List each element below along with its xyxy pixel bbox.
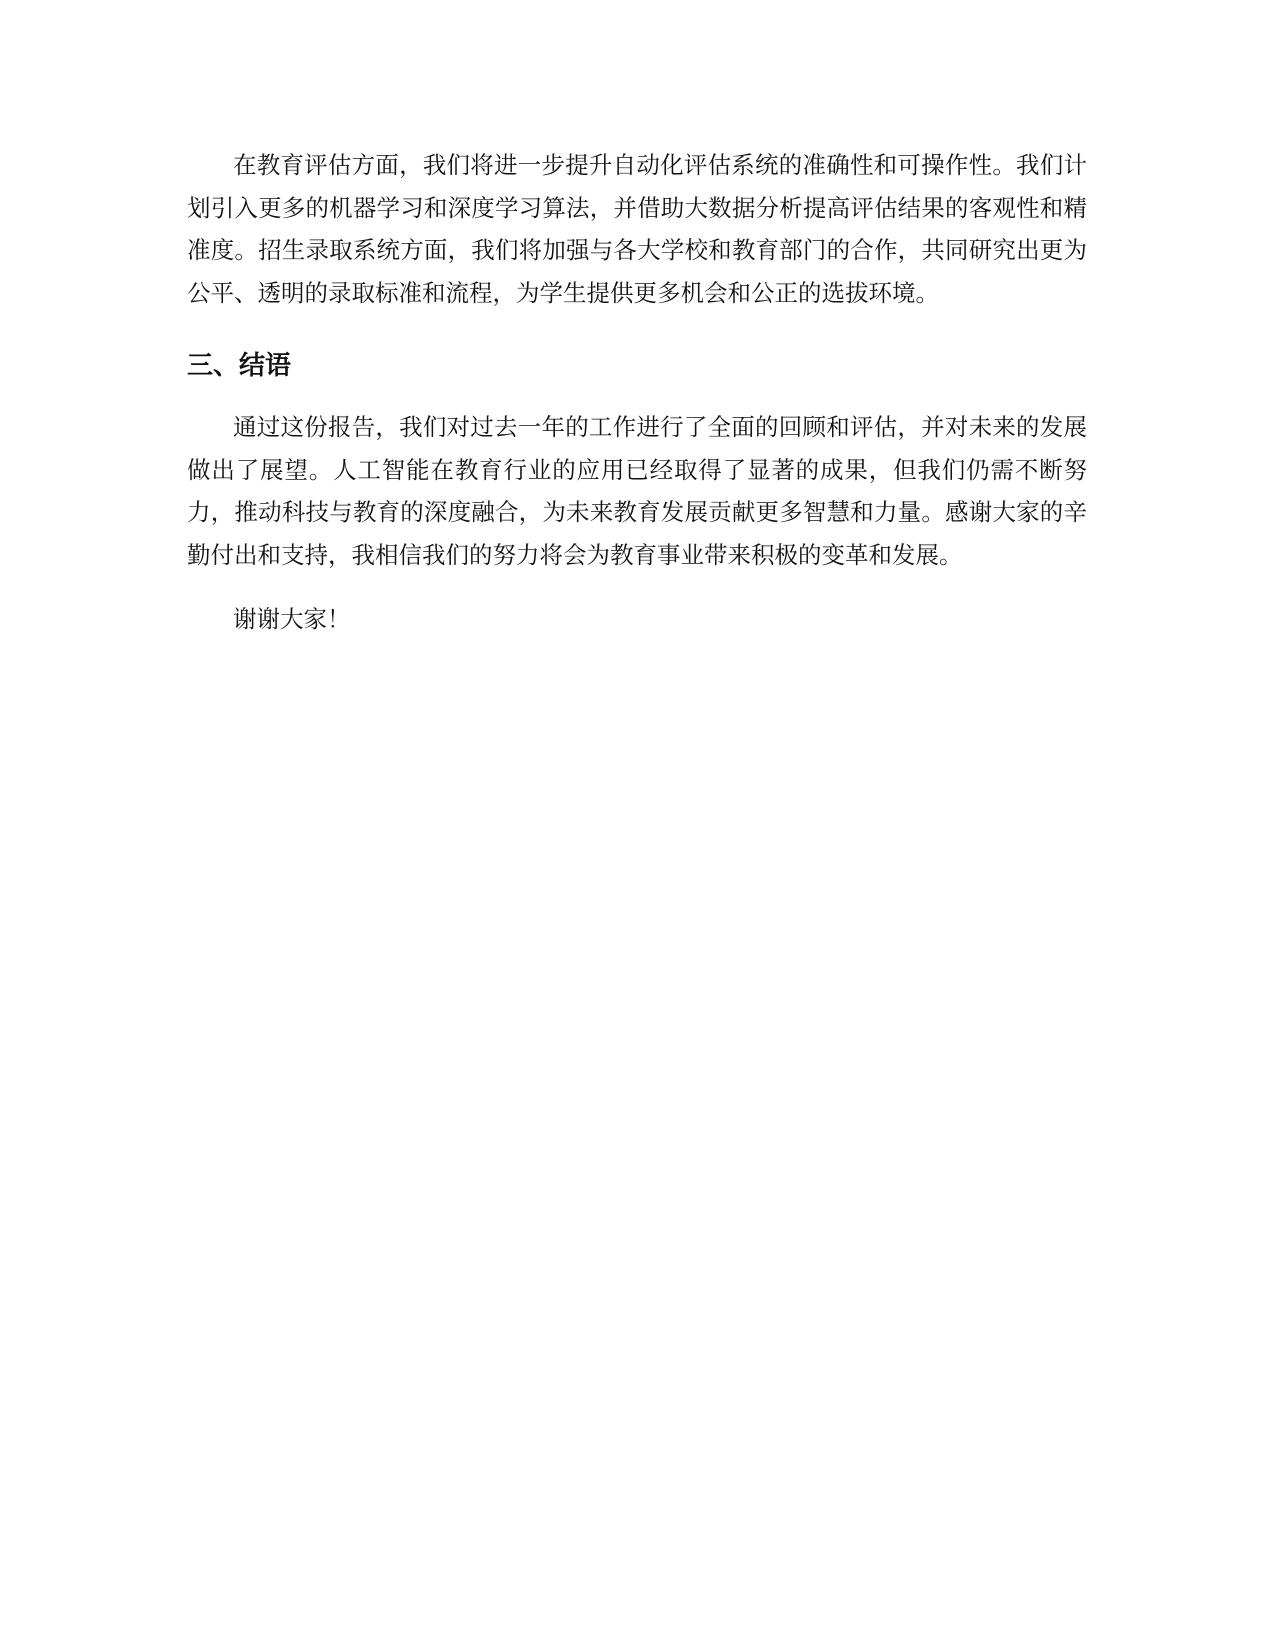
paragraph-education-assessment: 在教育评估方面，我们将进一步提升自动化评估系统的准确性和可操作性。我们计划引入更多的机器学习和深度学习算法，并借助大数据分析提高评估结果的客观性和精准度。招生录取系统方面，我们将加强与各大学校和教育部门的合作，共同研究出更为公平、透明的录取标准和流程，为学生提供更多机会和公正的选拔环境。 (187, 151, 1087, 307)
paragraph-conclusion: 通过这份报告，我们对过去一年的工作进行了全面的回顾和评估，并对未来的发展做出了展望。人工智能在教育行业的应用已经取得了显著的成果，但我们仍需不断努力，推动科技与教育的深度融合，为未来教育发展贡献更多智慧和力量。感谢大家的辛勤付出和支持，我相信我们的努力将会为教育事业带来积极的变革和发展。 (187, 413, 1087, 569)
section-heading-conclusion: 三、结语 (187, 351, 292, 381)
document-body (187, 144, 1087, 641)
closing-line: 谢谢大家！ (233, 605, 351, 633)
